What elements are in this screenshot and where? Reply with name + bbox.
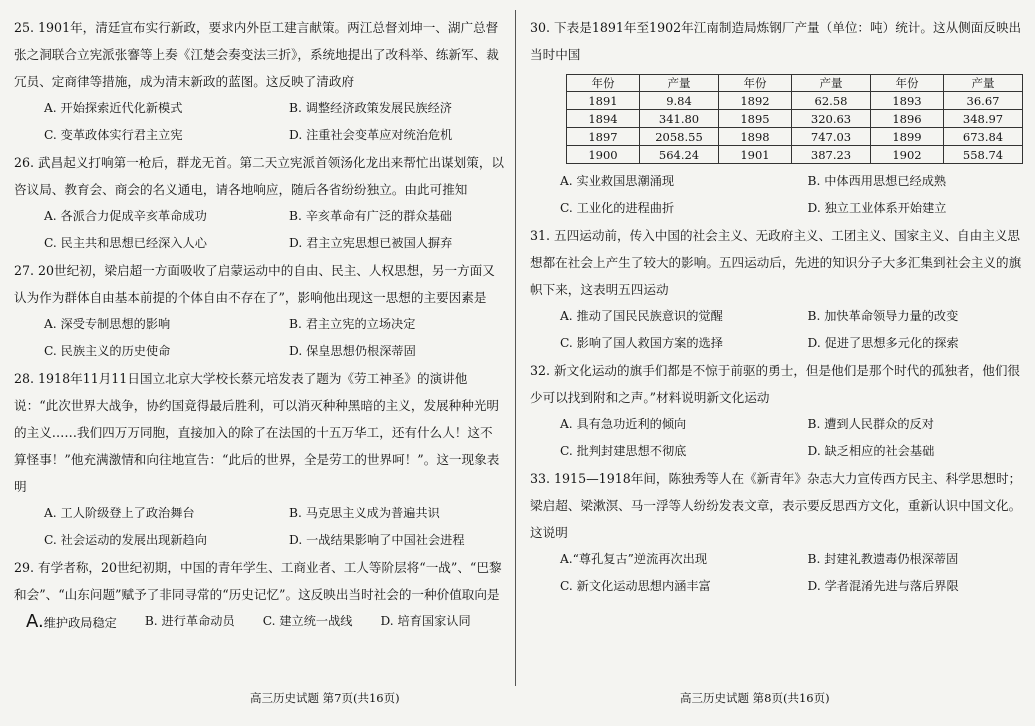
question-stem: 33. 1915—1918年间，陈独秀等人在《新青年》杂志大力宣传西方民主、科学思想时；梁启超、梁漱溟、马一浮等人纷纷发表文章，表示要反思西方文化，重新认识中国文化。这说明 [530,471,1022,540]
table-header: 年份 [871,75,944,92]
option-b: B. 遭到人民群众的反对 [807,417,934,431]
question-stem: 28. 1918年11月11日国立北京大学校长蔡元培发表了题为《劳工神圣》的演讲他说：“此次世界大战争，协约国竟得最后胜利，可以消灭种种黑暗的主义，发展种种光明的主义……我们四万万同胞，直接加入的除了在法国的十五万华工，还有什么人！这不算怪事！”他充满激情和向往地宣告：“此后的世界，全是劳工的世界呵！”。这一现象表明 [14,371,500,494]
table-cell: 387.23 [792,146,871,164]
option-d: D. 保皇思想仍根深蒂固 [289,344,416,358]
table-cell: 9.84 [640,92,719,110]
table-cell: 558.74 [944,146,1023,164]
table-cell: 36.67 [944,92,1023,110]
table-cell: 673.84 [944,128,1023,146]
option-a: A. 工人阶级登上了政治舞台 [44,506,195,520]
option-b: B. 马克思主义成为普遍共识 [289,506,440,520]
production-table [566,74,1023,164]
option-a: A. 深受专制思想的影响 [44,317,171,331]
question-29 [14,554,504,637]
option-d: D. 缺乏相应的社会基础 [807,444,935,458]
options [14,203,504,257]
option-c: C. 新文化运动思想内涵丰富 [560,579,711,593]
table-cell: 1894 [567,110,640,128]
option-b: B. 调整经济政策发展民族经济 [289,101,452,115]
option-b: B. 中体西用思想已经成熟 [807,174,947,188]
question-25 [14,14,504,149]
table-header: 年份 [567,75,640,92]
option-d: D. 独立工业体系开始建立 [807,201,947,215]
question-stem: 25. 1901年，清廷宣布实行新政，要求内外臣工建言献策。两江总督刘坤一、湖广总督张之洞联合立宪派张謇等上奏《江楚会奏变法三折》，系统地提出了改科举、练新军、裁冗员、定商律等措施，成为清末新政的蓝图。这反映了清政府 [14,20,499,89]
options [530,546,1025,600]
option-c: C. 变革政体实行君主立宪 [44,128,183,142]
question-stem: 32. 新文化运动的旗手们都是不惊于前驱的勇士，但是他们是那个时代的孤独者，他们很少可以找到附和之声。”材料说明新文化运动 [530,363,1021,405]
options [530,168,1025,222]
page-footer: 高三历史试题 第7页(共16页) [250,691,400,705]
question-28 [14,365,504,554]
table-cell: 1900 [567,146,640,164]
option-a [14,608,117,637]
page-divider [515,10,516,686]
option-d: D. 促进了思想多元化的探索 [807,336,959,350]
table-header: 产量 [944,75,1023,92]
option-c: C. 批判封建思想不彻底 [560,444,687,458]
question-stem: 31. 五四运动前，传入中国的社会主义、无政府主义、工团主义、国家主义、自由主义思想都在社会上产生了较大的影响。五四运动后，先进的知识分子大多汇集到社会主义的旗帜下来，这表明五四运动 [530,228,1022,297]
table-header: 产量 [640,75,719,92]
table-cell: 1899 [871,128,944,146]
option-c: C. 民族主义的历史使命 [44,344,171,358]
table-row [567,146,1023,164]
question-33 [530,465,1025,600]
option-d: D. 君主立宪思想已被国人摒弃 [289,236,453,250]
option-b: B. 君主立宪的立场决定 [289,317,416,331]
option-c: C. 社会运动的发展出现新趋向 [44,533,207,547]
option-b: B. 辛亥革命有广泛的群众基础 [289,209,452,223]
options [530,411,1025,465]
option-c: C. 影响了国人救国方案的选择 [560,336,723,350]
table-cell: 1896 [871,110,944,128]
option-a: A.“尊孔复古”逆流再次出现 [560,552,708,566]
table-cell: 747.03 [792,128,871,146]
table-cell: 1892 [719,92,792,110]
options [14,608,504,637]
table-cell: 1902 [871,146,944,164]
option-a-text: 维护政局稳定 [43,616,117,630]
option-d: D. 一战结果影响了中国社会进程 [289,533,465,547]
option-d: D. 培育国家认同 [380,614,471,628]
table-row [567,92,1023,110]
table-cell: 1895 [719,110,792,128]
option-a: A. 各派合力促成辛亥革命成功 [44,209,207,223]
question-26 [14,149,504,257]
table-cell: 1893 [871,92,944,110]
table-cell: 564.24 [640,146,719,164]
options [530,303,1025,357]
question-30 [530,14,1025,222]
question-stem: 29. 有学者称，20世纪初期，中国的青年学生、工商业者、工人等阶层将“一战”、“巴黎和会”、“山东问题”赋予了非同寻常的“历史记忆”。这反映出当时社会的一种价值取向是 [14,560,502,602]
right-page [520,0,1035,726]
options [14,95,504,149]
option-c: C. 工业化的进程曲折 [560,201,675,215]
option-a: A. 实业救国思潮涌现 [560,174,675,188]
question-stem: 30. 下表是1891年至1902年江南制造局炼钢厂产量（单位：吨）统计。这从侧面反映出当时中国 [530,20,1022,62]
table-cell: 62.58 [792,92,871,110]
table-cell: 348.97 [944,110,1023,128]
question-31 [530,222,1025,357]
handwritten-answer-mark: A. [26,611,44,632]
question-stem: 26. 武昌起义打响第一枪后，群龙无首。第二天立宪派首领汤化龙出来帮忙出谋划策，以咨议局、教育会、商会的名义通电，请各地响应，随后各省纷纷独立。由此可推知 [14,155,505,197]
left-page [0,0,512,726]
option-a: A. 推动了国民民族意识的觉醒 [560,309,723,323]
option-b: B. 进行革命动员 [144,614,235,628]
option-c: C. 民主共和思想已经深入人心 [44,236,207,250]
table-cell: 1897 [567,128,640,146]
table-cell: 1891 [567,92,640,110]
option-c: C. 建立统一战线 [262,614,353,628]
table-cell: 341.80 [640,110,719,128]
table-cell: 1901 [719,146,792,164]
option-a: A. 具有急功近利的倾向 [560,417,687,431]
table-header-row [567,75,1023,92]
option-d: D. 注重社会变革应对统治危机 [289,128,453,142]
options [14,500,504,554]
table-header: 年份 [719,75,792,92]
page-footer: 高三历史试题 第8页(共16页) [680,691,830,705]
options [14,311,504,365]
question-27 [14,257,504,365]
table-row [567,110,1023,128]
table-cell: 1898 [719,128,792,146]
option-b: B. 加快革命领导力量的改变 [807,309,959,323]
table-row [567,128,1023,146]
table-cell: 2058.55 [640,128,719,146]
question-stem: 27. 20世纪初，梁启超一方面吸收了启蒙运动中的自由、民主、人权思想，另一方面又认为作为群体自由基本前提的个体自由不存在了”，影响他出现这一思想的主要因素是 [14,263,495,305]
table-header: 产量 [792,75,871,92]
option-d: D. 学者混淆先进与落后界限 [807,579,959,593]
table-cell: 320.63 [792,110,871,128]
question-32 [530,357,1025,465]
option-b: B. 封建礼教遗毒仍根深蒂固 [807,552,959,566]
option-a: A. 开始探索近代化新模式 [44,101,183,115]
